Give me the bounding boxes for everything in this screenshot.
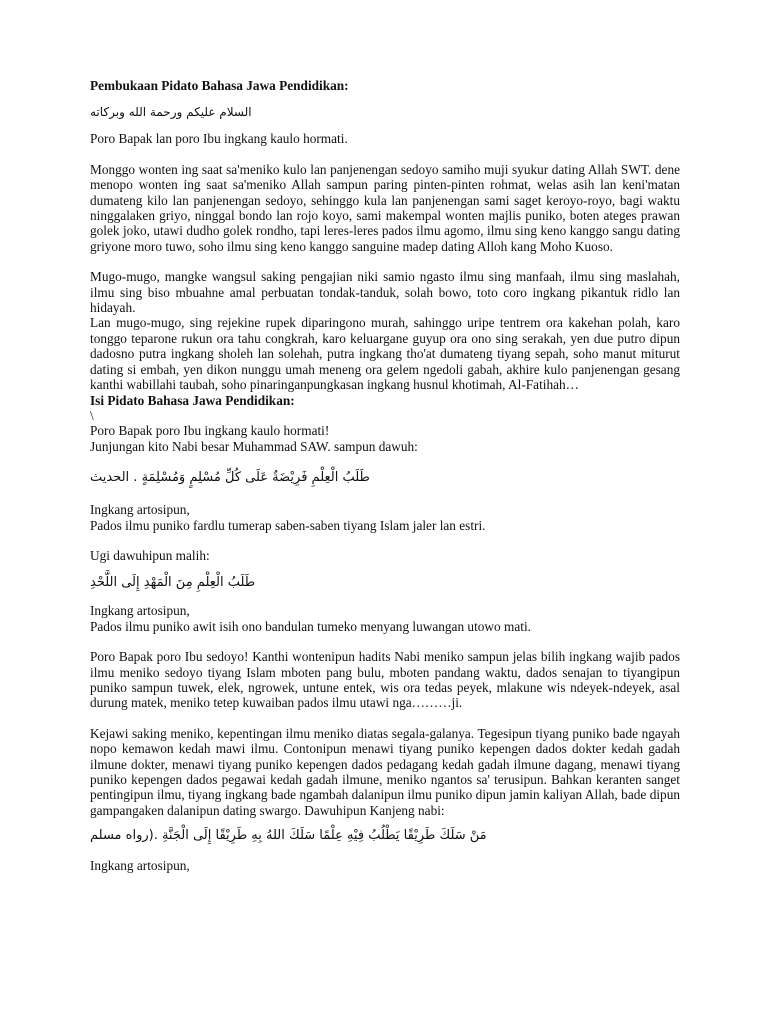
paragraph-3: Lan mugo-mugo, sing rejekine rupek diparingono murah, sahinggo uripe tentrem ora kakehan polah, karo tonggo teparone rukun ora tahu congkrah, karo keluargane guyup ora ono sing serakah, yen due putro dipun dadosno putra ingkang sholeh lan solehah, putra ingkang tho'at dumateng tiyang sepah, soho manut miturut dating si embah, yen dikon nunggu umah meneng ora gelem ngedoli gabah, akhire kulo panjenengan gesang kanthi wabillahi taubah, soho pinaringanpungkasan ingkang husnul khotimah, Al-Fatihah… — [90, 315, 680, 393]
greeting-2: Poro Bapak poro Ibu ingkang kaulo hormati! — [90, 423, 330, 439]
ugi-line: Ugi dawuhipun malih: — [90, 547, 210, 563]
meaning-2: Pados ilmu puniko awit isih ono bandulan tumeko menyang luwangan utowo mati. — [90, 618, 531, 634]
paragraph-5: Kejawi saking meniko, kepentingan ilmu meniko diatas segala-galanya. Tegesipun tiyang puniko bade ngayah nopo kemawon kedah mawi ilmu. Contonipun menawi tiyang puniko kepengen dados dokter kedah gadah ilmune dokter, menawi tiyang puniko kepengen dados pedagang kedah gadah ilmune dagang, menawi tiyang puniko kepengen dados pegawai kedah gadah ilmune, meniko ngantos sa' terusipun. Bahkan keranten sanget pentingipun ilmu, tiyang ingkang bade ngambah dalanipun ilmu puniko dipun jamin kaliyan Allah, bade dipun gampangaken dalanipun dating swargo. Dawuhipun Kanjeng nabi: — [90, 725, 680, 818]
document-body — [90, 78, 680, 874]
meaning-1: Pados ilmu puniko fardlu tumerap saben-saben tiyang Islam jaler lan estri. — [90, 517, 486, 533]
hadith-3-arabic: مَنْ سَلَكَ طَرِيْقًا يَطْلُبُ فِيْهِ عِلْمًا سَلَكَ اللهُ بِهِ طَرِيْقًا إِلَى الْجَنَّةِ .(رواه مسلم — [90, 828, 487, 844]
paragraph-2: Mugo-mugo, mangke wangsul saking pengajian niki samio ngasto ilmu sing manfaah, ilmu sing maslahah, ilmu sing biso mbuahne amal perbuatan tondak-tanduk, solah bowo, toto coro ingkang pikantuk ridlo lan hidayah. — [90, 269, 680, 316]
hadith-1-arabic: طَلَبُ الْعِلْمِ فَرِيْضَةٌ عَلَى كُلِّ مُسْلِمٍ وَمُسْلِمَةٍ . الحديث — [90, 470, 370, 486]
junjungan-line: Junjungan kito Nabi besar Muhammad SAW. sampun dawuh: — [90, 438, 418, 454]
artosipun-3: Ingkang artosipun, — [90, 858, 190, 874]
salam-arabic: السلام عليكم ورحمة الله وبركاته — [90, 105, 252, 120]
paragraph-1: Monggo wonten ing saat sa'meniko kulo lan panjenengan sedoyo samiho muji syukur dating Allah SWT. dene menopo wonten ing saat sa'meniko Allah sampun paring pinten-pinten rohmat, welas asih lan keni'matan dumateng kilo lan panjenengan sedoyo, sehinggo kula lan panjenengan sami saget keroyo-royo, bagi waktu ninggalaken griyo, ninggal bondo lan rojo koyo, sami makempal wonten majlis puniko, boten ateges prawan golek joko, utawi dudho golek rondho, tapi leres-leres pados ilmu agomo, ilmu sing keno kanggo sangu dating griyone moro tuwo, soho ilmu sing keno kanggo sanguine madep dating Alloh kang Moho Kuoso. — [90, 161, 680, 254]
heading-opening: Pembukaan Pidato Bahasa Jawa Pendidikan: — [90, 78, 349, 93]
greeting-1: Poro Bapak lan poro Ibu ingkang kaulo hormati. — [90, 131, 348, 147]
hadith-2-arabic: طَلَبُ الْعِلْمِ مِنَ الْمَهْدِ إِلَى اللَّحْدِ — [90, 575, 256, 591]
artosipun-2: Ingkang artosipun, — [90, 603, 190, 619]
heading-content: Isi Pidato Bahasa Jawa Pendidikan: — [90, 392, 295, 408]
artosipun-1: Ingkang artosipun, — [90, 502, 190, 518]
backslash-line: \ — [90, 407, 94, 423]
paragraph-4: Poro Bapak poro Ibu sedoyo! Kanthi wontenipun hadits Nabi meniko sampun jelas bilih ingkang wajib pados ilmu meniko sedoyo tiyang Islam mboten pang bulu, mboten pandang waktu, dados senajan to tiyangipun puniko sampun tuwek, elek, ngrowek, untune entek, wis ora tedas peyek, mlakune wis ndeyek-ndeyek, asal durung matek, meniko tetep kuwaiban pados ilmu utawi nga………ji. — [90, 649, 680, 711]
